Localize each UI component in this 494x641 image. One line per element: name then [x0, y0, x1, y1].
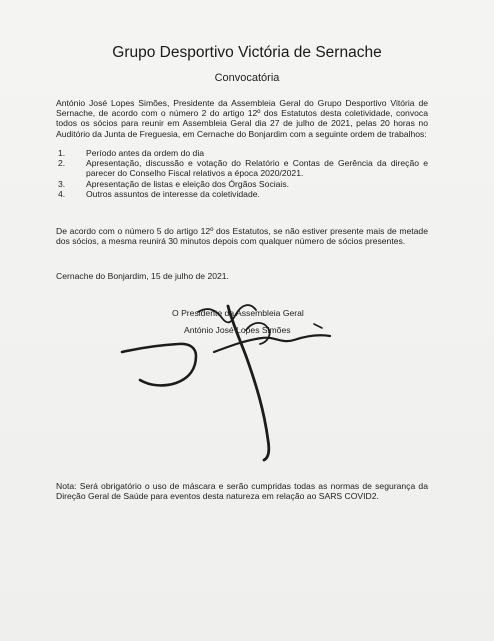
agenda-item-text: Apresentação, discussão e votação do Relatório e Contas de Gerência da direção e parecer do Conselho Fiscal relativos a época 2020/2021. — [86, 158, 428, 179]
document-title: Grupo Desportivo Victória de Sernache — [112, 44, 382, 61]
agenda-item-text: Apresentação de listas e eleição dos Órgãos Sociais. — [86, 178, 290, 189]
list-item — [56, 179, 428, 189]
list-item — [56, 148, 428, 158]
place-date: Cernache do Bonjardim, 15 de julho de 2021. — [56, 271, 229, 281]
document-subtitle: Convocatória — [214, 72, 280, 84]
intro-paragraph: António José Lopes Simões, Presidente da Assembleia Geral do Grupo Desportivo Vitória de Sernache, de acordo com o número 2 do artigo 12º dos Estatutos desta coletividade, convoca todos os sócios para reunir em Assembleia Geral dia 27 de julho de 2021, pelas 20 horas no Auditório da Junta de Freguesia, em Cernache do Bonjardim com a seguinte ordem de trabalhos: — [56, 98, 428, 139]
signatory-role: O Presidente da Assembleia Geral — [172, 308, 304, 318]
quorum-paragraph: De acordo com o número 5 do artigo 12º dos Estatutos, se não estiver presente mais de metade dos sócios, a mesma reunirá 30 minutos depois com qualquer número de sócios presentes. — [56, 226, 428, 247]
safety-note: Nota: Será obrigatório o uso de máscara e serão cumpridas todas as normas de segurança da Direção Geral de Saúde para eventos desta natureza em relação ao SARS COVID2. — [56, 481, 428, 502]
agenda-item-number: 1. — [58, 148, 66, 158]
list-item — [56, 158, 428, 178]
agenda-item-number: 2. — [58, 158, 66, 169]
agenda-item-text: Outros assuntos de interesse da coletividade. — [86, 188, 260, 199]
signatory-name: António José Lopes Simões — [184, 325, 291, 335]
agenda-item-text: Período antes da ordem do dia — [86, 148, 205, 158]
list-item — [56, 189, 428, 199]
agenda-item-number: 3. — [58, 178, 66, 189]
agenda-item-number: 4. — [58, 188, 66, 199]
agenda-list — [56, 148, 428, 199]
